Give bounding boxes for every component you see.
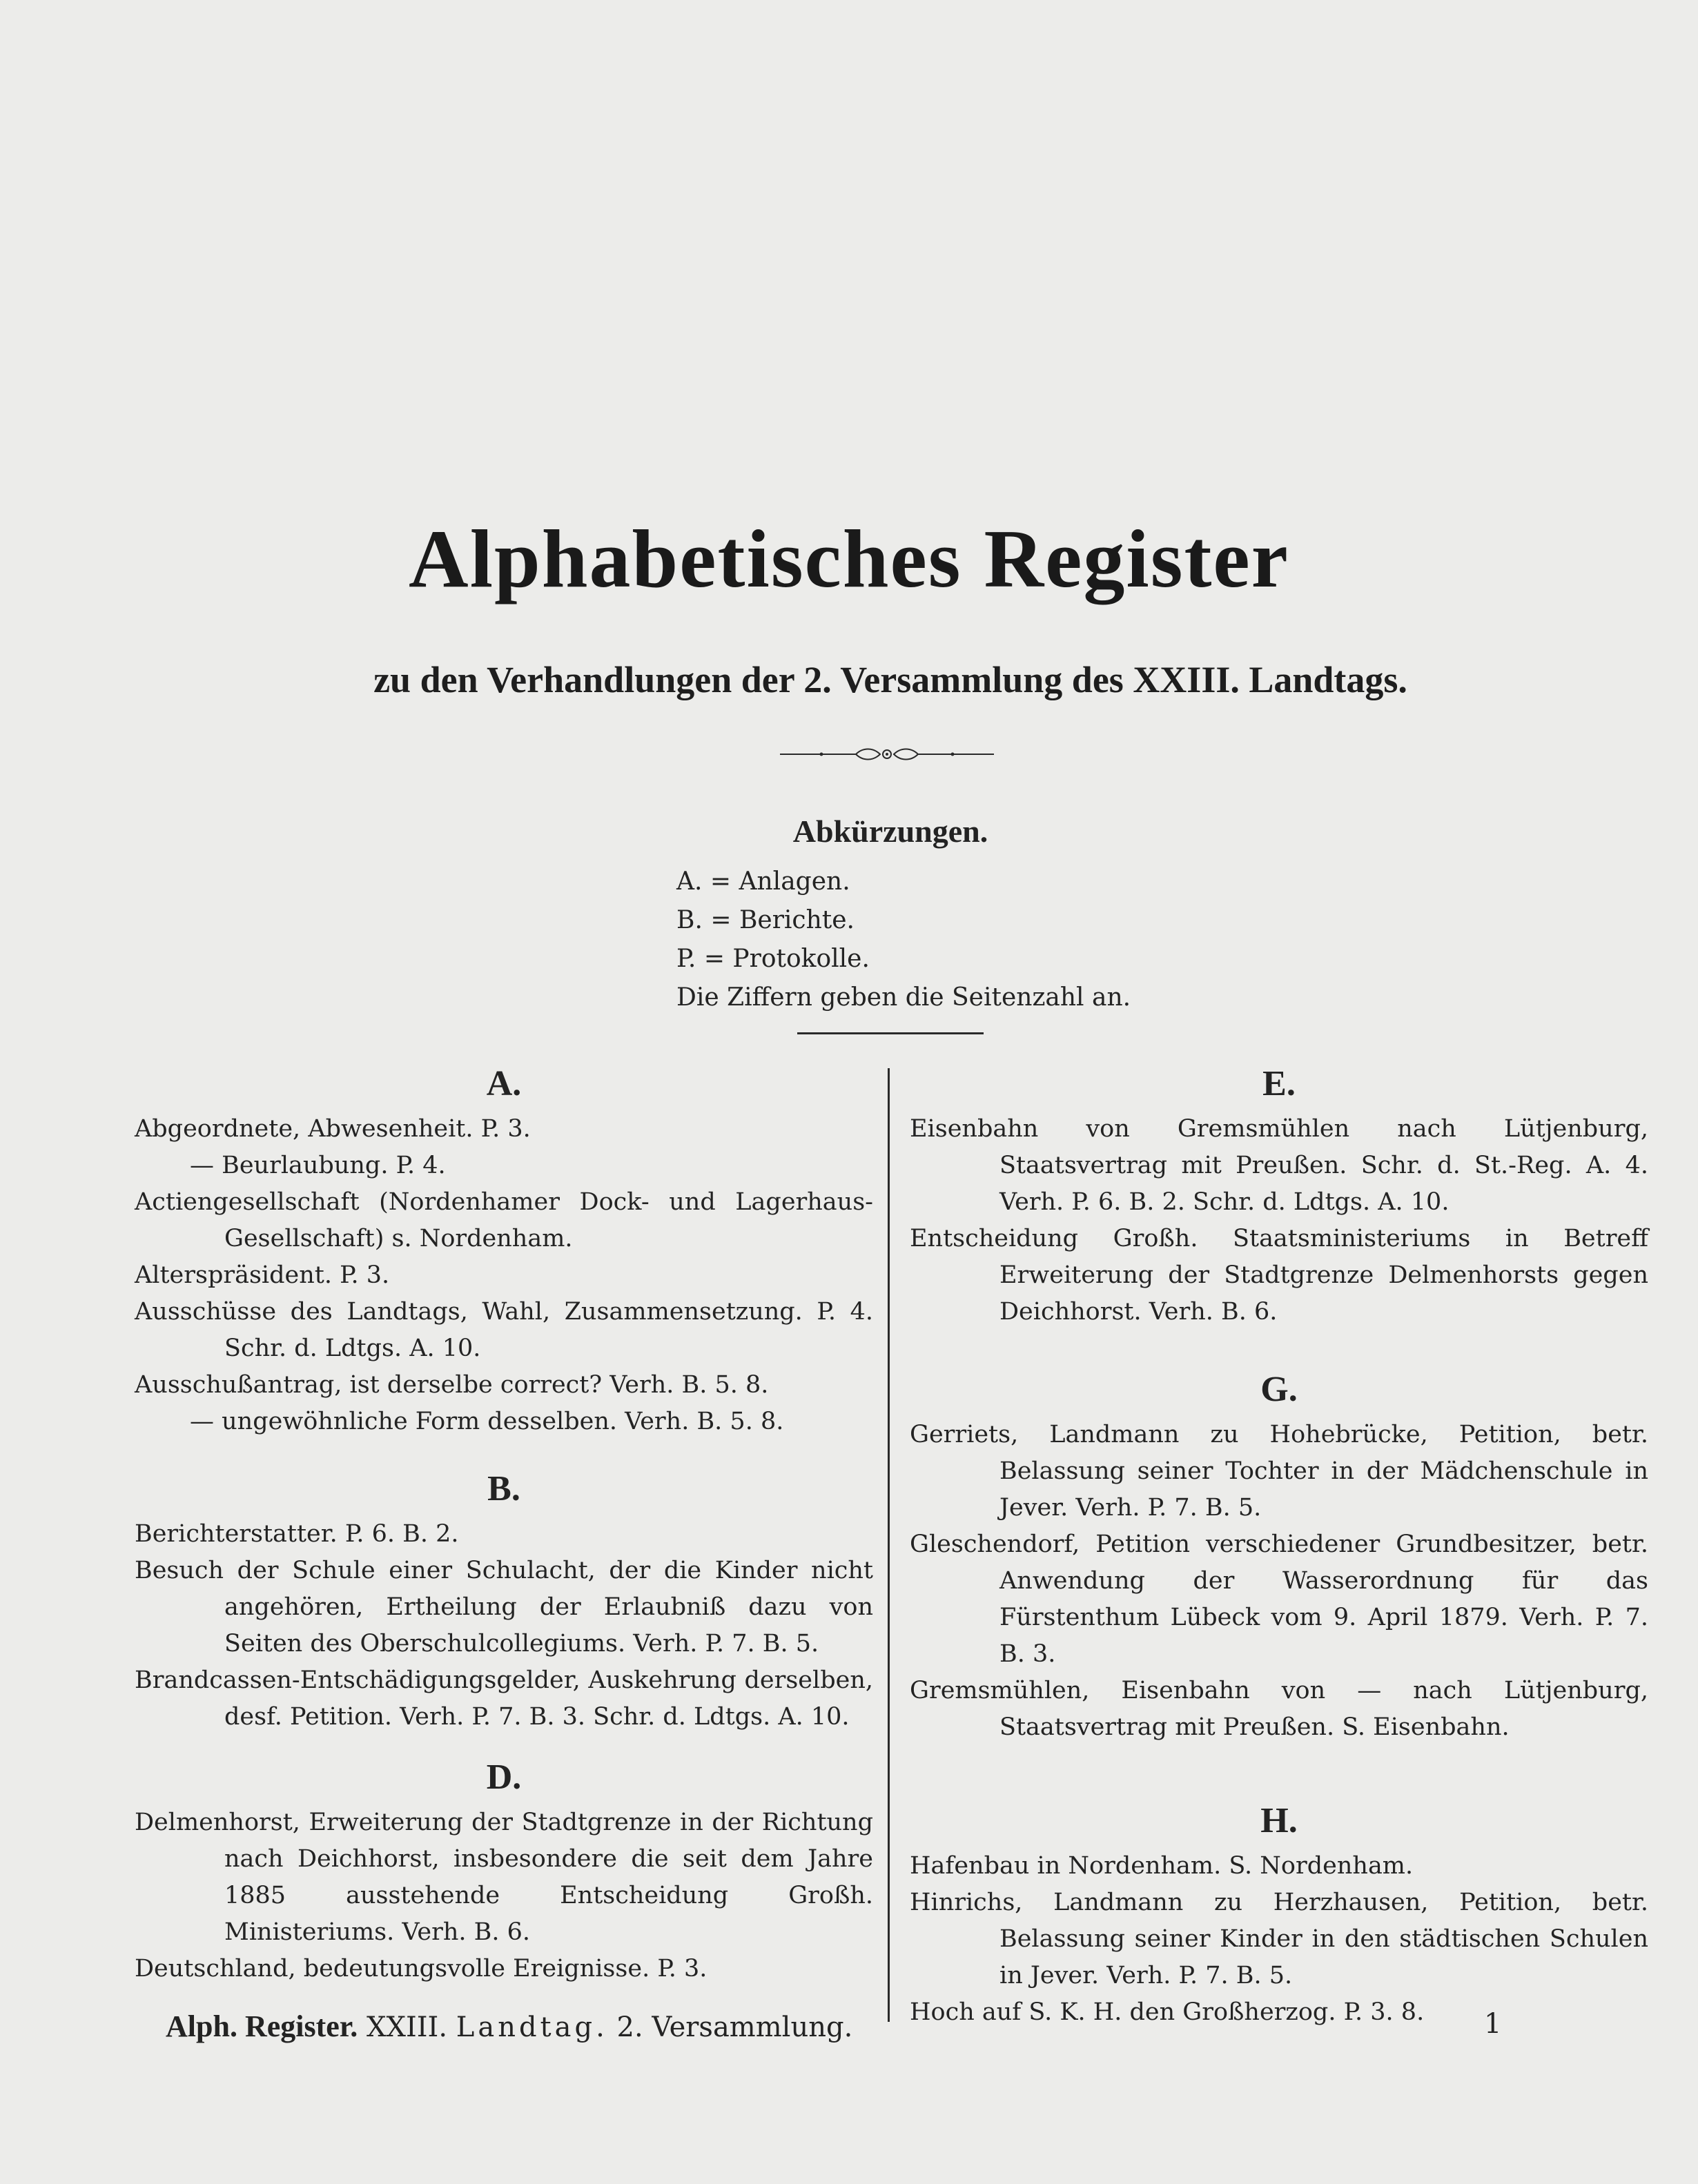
left-column bbox=[135, 1063, 873, 1987]
abbreviations-list bbox=[676, 863, 1131, 1017]
section-letter-e: E. bbox=[1262, 1064, 1296, 1103]
index-entry: Ausschüsse des Landtags, Wahl, Zusammensetzung. P. 4. Schr. d. Ldtgs. A. 10. bbox=[135, 1298, 873, 1362]
index-entry: Ausschußantrag, ist derselbe correct? Verh. B. 5. 8. bbox=[135, 1371, 769, 1399]
right-column bbox=[910, 1063, 1648, 2031]
abbreviation-item: B. = Berichte. bbox=[676, 906, 855, 934]
index-entry: Actiengesellschaft (Nordenhamer Dock- und Lagerhaus-Gesellschaft) s. Nordenham. bbox=[135, 1188, 873, 1252]
index-sub-entry: — Beurlaubung. P. 4. bbox=[190, 1152, 446, 1179]
register-title: Alphabetisches Register bbox=[409, 513, 1289, 604]
footer-landtag: Landtag. bbox=[456, 2011, 608, 2043]
index-entry: Entscheidung Großh. Staatsministeriums in Betreff Erweiterung der Stadtgrenze Delmenhorsts gegen Deichhorst. Verh. B. 6. bbox=[910, 1225, 1648, 1326]
index-entry: Hoch auf S. K. H. den Großherzog. P. 3. 8. bbox=[910, 1998, 1425, 2026]
abbreviation-note: Die Ziffern geben die Seitenzahl an. bbox=[676, 983, 1131, 1012]
abbreviation-item: A. = Anlagen. bbox=[676, 867, 850, 896]
index-entry: Gremsmühlen, Eisenbahn von — nach Lütjenburg, Staatsvertrag mit Preußen. S. Eisenbahn. bbox=[910, 1677, 1648, 1741]
index-entry: Gleschendorf, Petition verschiedener Grundbesitzer, betr. Anwendung der Wasserordnung für das Fürstenthum Lübeck vom 9. April 1879. Verh. P. 7. B. 3. bbox=[910, 1531, 1648, 1668]
abbreviations-heading: Abkürzungen. bbox=[792, 814, 988, 849]
abbreviation-item: P. = Protokolle. bbox=[676, 945, 870, 973]
index-entry: Deutschland, bedeutungsvolle Ereignisse. P. 3. bbox=[135, 1955, 708, 1983]
column-divider bbox=[888, 1068, 890, 2022]
footer-label: Alph. Register. bbox=[166, 2009, 358, 2043]
index-entry: Hinrichs, Landmann zu Herzhausen, Petition, betr. Belassung seiner Kinder in den städtischen Schulen in Jever. Verh. P. 7. B. 5. bbox=[910, 1889, 1648, 1989]
register-subtitle: zu den Verhandlungen der 2. Versammlung des XXIII. Landtags. bbox=[373, 659, 1407, 700]
index-entry: Eisenbahn von Gremsmühlen nach Lütjenburg, Staatsvertrag mit Preußen. Schr. d. St.-Reg. A. 4. Verh. P. 6. B. 2. Schr. d. Ldtgs. A. 10. bbox=[910, 1115, 1648, 1216]
ornament-divider-icon bbox=[780, 745, 994, 763]
index-entry: Delmenhorst, Erweiterung der Stadtgrenze in der Richtung nach Deichhorst, insbesondere die seit dem Jahre 1885 ausstehende Entscheidung Großh. Ministeriums. Verh. B. 6. bbox=[135, 1809, 873, 1946]
index-entry: Berichterstatter. P. 6. B. 2. bbox=[135, 1520, 459, 1548]
footer-volume: XXIII. bbox=[366, 2011, 448, 2043]
page-footer bbox=[166, 2011, 852, 2042]
index-entry: Brandcassen-Entschädigungsgelder, Auskehrung derselben, desf. Petition. Verh. P. 7. B. 3. Schr. d. Ldtgs. A. 10. bbox=[135, 1666, 873, 1731]
section-letter-g: G. bbox=[1260, 1370, 1298, 1409]
footer-assembly: 2. Versammlung. bbox=[616, 2011, 853, 2043]
index-sub-entry: — ungewöhnliche Form desselben. Verh. B. 5. 8. bbox=[190, 1408, 784, 1435]
section-letter-b: B. bbox=[487, 1469, 520, 1508]
section-rule bbox=[797, 1032, 984, 1034]
section-letter-a: A. bbox=[486, 1064, 522, 1103]
index-entry: Alterspräsident. P. 3. bbox=[135, 1261, 390, 1289]
index-entry: Abgeordnete, Abwesenheit. P. 3. bbox=[135, 1115, 531, 1143]
section-letter-h: H. bbox=[1260, 1801, 1298, 1840]
section-letter-d: D. bbox=[486, 1758, 522, 1797]
index-entry: Hafenbau in Nordenham. S. Nordenham. bbox=[910, 1852, 1414, 1880]
page-number: 1 bbox=[1484, 2008, 1502, 2040]
index-entry: Besuch der Schule einer Schulacht, der die Kinder nicht angehören, Ertheilung der Erlaubniß dazu von Seiten des Oberschulcollegiums. Verh. P. 7. B. 5. bbox=[135, 1557, 873, 1657]
index-entry: Gerriets, Landmann zu Hohebrücke, Petition, betr. Belassung seiner Tochter in der Mädchenschule in Jever. Verh. P. 7. B. 5. bbox=[910, 1421, 1648, 1522]
